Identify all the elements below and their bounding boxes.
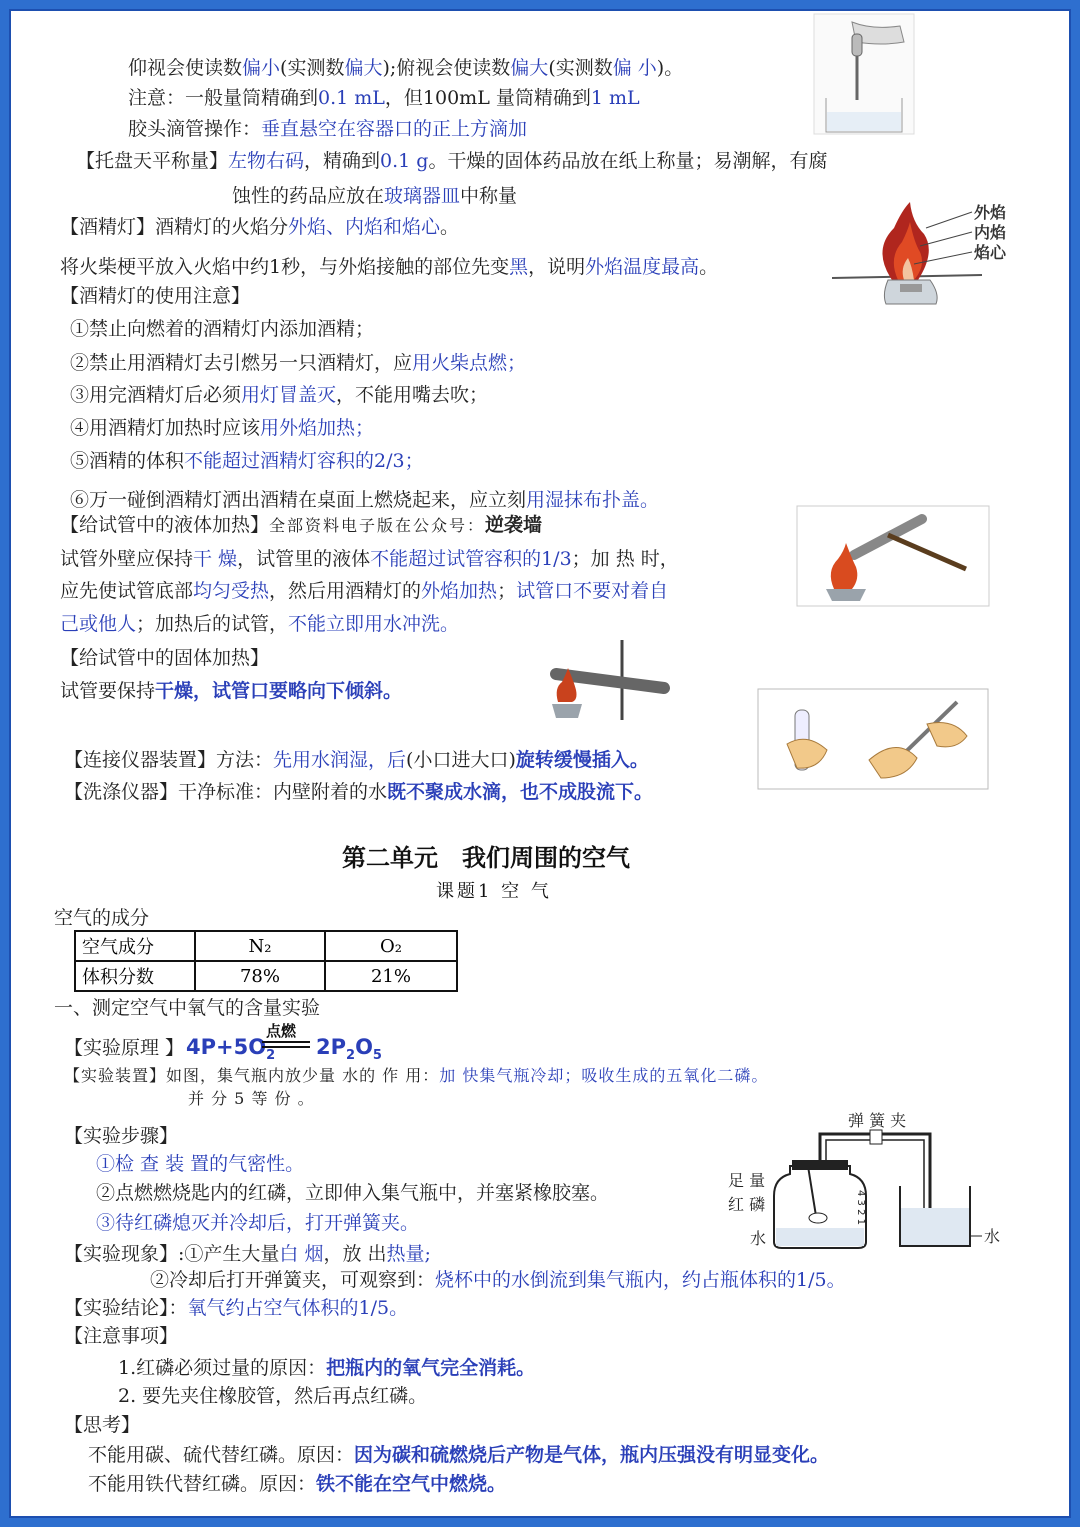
table-cell: N₂ — [195, 931, 325, 961]
principle-label: 【实验原理 】 — [64, 1037, 185, 1059]
solid-heating-illustration — [546, 638, 674, 722]
label-flame-core: 焰心 — [974, 243, 1007, 262]
air-composition-table — [74, 930, 458, 992]
step-2: ②点燃燃烧匙内的红磷，立即伸入集气瓶中，并塞紧橡胶塞。 — [96, 1182, 610, 1204]
table-cell: 78% — [195, 961, 325, 991]
table-cell: 21% — [325, 961, 457, 991]
text-line: 【给试管中的液体加热】全部资料电子版在公众号：逆袭墙 — [60, 514, 543, 536]
alcohol-lamp-illustration — [832, 200, 1030, 308]
device-line-2: 并 分 5 等 份 。 — [188, 1089, 315, 1108]
label-outer-flame: 外焰 — [974, 203, 1007, 222]
text-line: 己或他人；加热后的试管，不能立即用水冲洗。 — [60, 613, 460, 635]
text-line: 仰视会使读数偏小(实测数偏大);俯视会使读数偏大(实测数偏 小)。 — [128, 57, 684, 79]
volume-marks: 4 3 2 1 — [855, 1190, 866, 1225]
label-red-phosphorus-2: 红 磷 — [728, 1195, 766, 1214]
text-line: 【洗涤仪器】干净标准：内壁附着的水既不聚成水滴，也不成股流下。 — [64, 781, 654, 803]
label-water-right: 水 — [984, 1227, 1001, 1246]
conclusion-line: 【实验结论】：氧气约占空气体积的1/5。 — [64, 1297, 409, 1319]
text-line: ②禁止用酒精灯去引燃另一只酒精灯，应用火柴点燃； — [70, 352, 527, 374]
think-label: 【思考】 — [64, 1414, 141, 1436]
text-line: 试管要保持干燥，试管口要略向下倾斜。 — [60, 680, 403, 702]
text-line: 【给试管中的固体加热】 — [60, 647, 270, 669]
lesson-title: 课题1 空 气 — [436, 881, 552, 902]
text-line: 【酒精灯的使用注意】 — [60, 285, 251, 307]
phenomenon-line-2: ②冷却后打开弹簧夹，可观察到：烧杯中的水倒流到集气瓶内，约占瓶体积的1/5。 — [150, 1269, 846, 1291]
note-1: 1.红磷必须过量的原因：把瓶内的氧气完全消耗。 — [118, 1357, 536, 1379]
experiment-heading: 一、测定空气中氧气的含量实验 — [54, 997, 321, 1019]
table-cell: 空气成分 — [75, 931, 195, 961]
air-heading: 空气的成分 — [54, 907, 150, 929]
equation-arrow — [262, 1020, 312, 1050]
oxygen-experiment-apparatus — [720, 1106, 1010, 1254]
table-cell: 体积分数 — [75, 961, 195, 991]
think-2: 不能用铁代替红磷。原因：铁不能在空气中燃烧。 — [88, 1473, 507, 1495]
unit-title: 第二单元 我们周围的空气 — [342, 844, 630, 872]
text-line: 胶头滴管操作：垂直悬空在容器口的正上方滴加 — [128, 118, 528, 140]
text-line: 蚀性的药品应放在玻璃器皿中称量 — [232, 185, 518, 207]
dropper-illustration — [812, 12, 916, 136]
text-line: 【连接仪器装置】方法：先用水润湿，后(小口进大口)旋转缓慢插入。 — [64, 749, 649, 771]
text-line: 【酒精灯】酒精灯的火焰分外焰、内焰和焰心。 — [60, 216, 460, 238]
text-line: ①禁止向燃着的酒精灯内添加酒精； — [70, 318, 375, 340]
text-line: 将火柴梗平放入火焰中约1秒，与外焰接触的部位先变黑，说明外焰温度最高。 — [60, 256, 719, 278]
step-3: ③待红磷熄灭并冷却后，打开弹簧夹。 — [96, 1212, 420, 1234]
text-line: ⑤酒精的体积不能超过酒精灯容积的2/3； — [70, 450, 424, 472]
label-spring-clamp: 弹 簧 夹 — [848, 1111, 907, 1130]
test-tube-heating-illustration — [796, 505, 990, 607]
table-row — [75, 931, 457, 961]
text-line: 试管外壁应保持干 燥，试管里的液体不能超过试管容积的1/3；加 热 时， — [60, 548, 679, 570]
reaction-equation: $4P+5O_2$ — [186, 1035, 276, 1064]
reaction-product: $2P_2O_5$ — [316, 1035, 382, 1064]
text-line: ④用酒精灯加热时应该用外焰加热； — [70, 417, 375, 439]
text-line: ③用完酒精灯后必须用灯冒盖灭，不能用嘴去吹； — [70, 384, 489, 406]
text-line: 注意：一般量筒精确到0.1 mL，但100mL 量筒精确到1 mL — [128, 87, 640, 109]
think-1: 不能用碳、硫代替红磷。原因：因为碳和硫燃烧后产物是气体，瓶内压强没有明显变化。 — [88, 1444, 830, 1466]
table-row — [75, 961, 457, 991]
step-1: ①检 查 装 置的气密性。 — [96, 1153, 305, 1175]
connecting-apparatus-illustration — [757, 688, 989, 790]
label-inner-flame: 内焰 — [974, 223, 1007, 242]
condition-label: 点燃 — [266, 1022, 297, 1040]
steps-label: 【实验步骤】 — [64, 1125, 179, 1147]
notes-label: 【注意事项】 — [64, 1325, 179, 1347]
table-cell: O₂ — [325, 931, 457, 961]
text-line: 应先使试管底部均匀受热，然后用酒精灯的外焰加热；试管口不要对着自 — [60, 580, 669, 602]
label-red-phosphorus-1: 足 量 — [728, 1171, 766, 1190]
text-line: ⑥万一碰倒酒精灯洒出酒精在桌面上燃烧起来，应立刻用湿抹布扑盖。 — [70, 489, 660, 511]
phenomenon-line: 【实验现象】:①产生大量白 烟，放 出热量; — [64, 1243, 431, 1265]
device-line: 【实验装置】如图，集气瓶内放少量 水的 作 用：加 快集气瓶冷却；吸收生成的五氧化二磷。 — [64, 1066, 769, 1085]
label-water-left: 水 — [750, 1229, 767, 1248]
note-2: 2. 要先夹住橡胶管，然后再点红磷。 — [118, 1385, 428, 1407]
text-line: 【托盘天平称量】左物右码，精确到0.1 g。干燥的固体药品放在纸上称量；易潮解，有腐 — [76, 150, 828, 172]
